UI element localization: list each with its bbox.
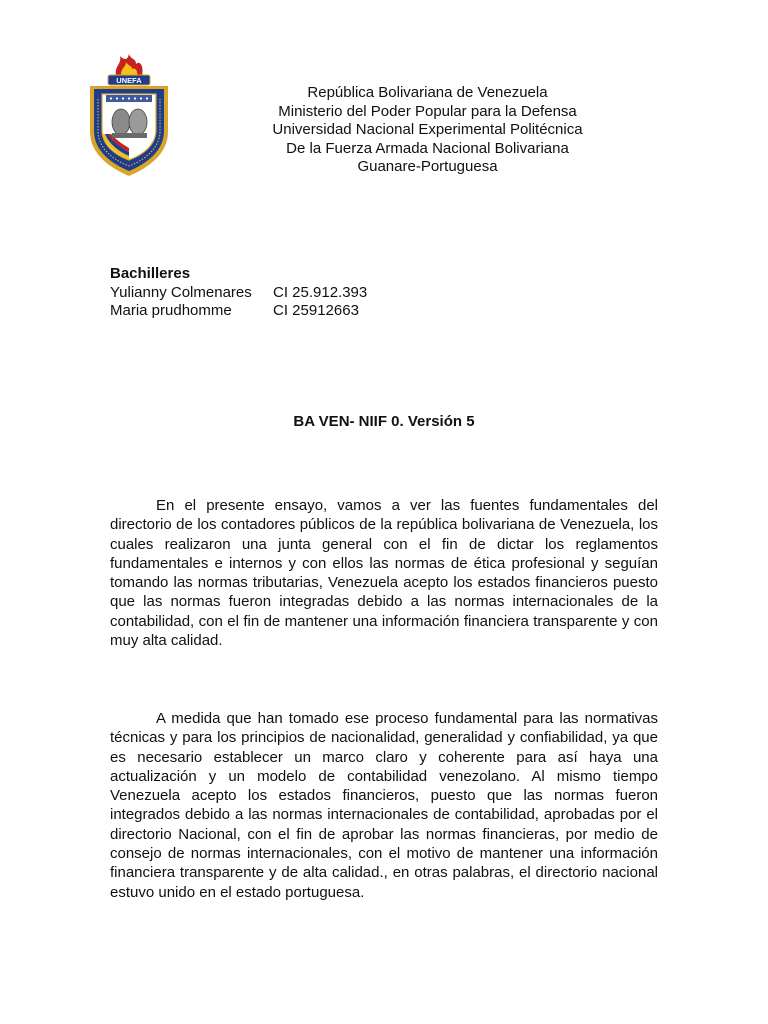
students-block xyxy=(110,265,367,321)
seal-bust-right xyxy=(129,109,147,135)
header-line-location: Guanare-Portuguesa xyxy=(357,158,498,175)
seal-banner-text: UNEFA xyxy=(116,76,142,85)
body-paragraph: En el presente ensayo, vamos a ver las fuentes fundamentales del directorio de los contadores públicos de la república bolivariana de Venezuela, los cuales realizaron una junta general con el fin de dictar los reglamentos fundamentales e internos y con ellos las normas de ética profesional y seguían tomando las normas tributarias, Venezuela acepto los estados financieros puesto que las normas fueron integradas debido a las normas internacionales de la contabilidad, con el fin de mantener una información financiera transparente y con muy alta calidad. xyxy=(110,497,658,650)
students-label: Bachilleres xyxy=(110,265,191,282)
header-line-armed-force: De la Fuerza Armada Nacional Bolivariana xyxy=(286,139,569,157)
document-title: BA VEN- NIIF 0. Versión 5 xyxy=(293,413,475,430)
header-line-republic: República Bolivariana de Venezuela xyxy=(307,84,548,101)
student-id: CI 25.912.393 xyxy=(273,283,368,301)
header-line-ministry: Ministerio del Poder Popular para la Defensa xyxy=(278,102,577,120)
student-row xyxy=(110,302,367,321)
student-row xyxy=(110,284,367,303)
seal-bust-base xyxy=(112,133,147,138)
unefa-seal-logo xyxy=(86,54,172,178)
seal-bust-left xyxy=(112,109,130,135)
student-name: Maria prudhomme xyxy=(110,302,232,319)
student-name: Yulianny Colmenares xyxy=(110,283,252,301)
student-id: CI 25912663 xyxy=(273,302,359,319)
header-line-university: Universidad Nacional Experimental Politécnica xyxy=(272,121,583,138)
body-paragraph: A medida que han tomado ese proceso fundamental para las normativas técnicas y para los principios de nacionalidad, generalidad y confiabilidad, ya que es necesario establecer un marco claro y coherente para así haya una actualización y un modelo de contabilidad venezolano. Al mismo tiempo Venezuela acepto los estados financieros, puesto que las normas fueron integrados debido a las normas internacionales de contabilidad, aprobadas por el directorio Nacional, con el fin de aprobar las normas financieras, por medio de consejo de normas internacionales, con el motivo de mantener una información financiera transparente y de alta calidad., en otras palabras, el directorio nacional estuvo unido en el estado portuguesa. xyxy=(110,710,658,901)
institution-header xyxy=(190,84,665,177)
